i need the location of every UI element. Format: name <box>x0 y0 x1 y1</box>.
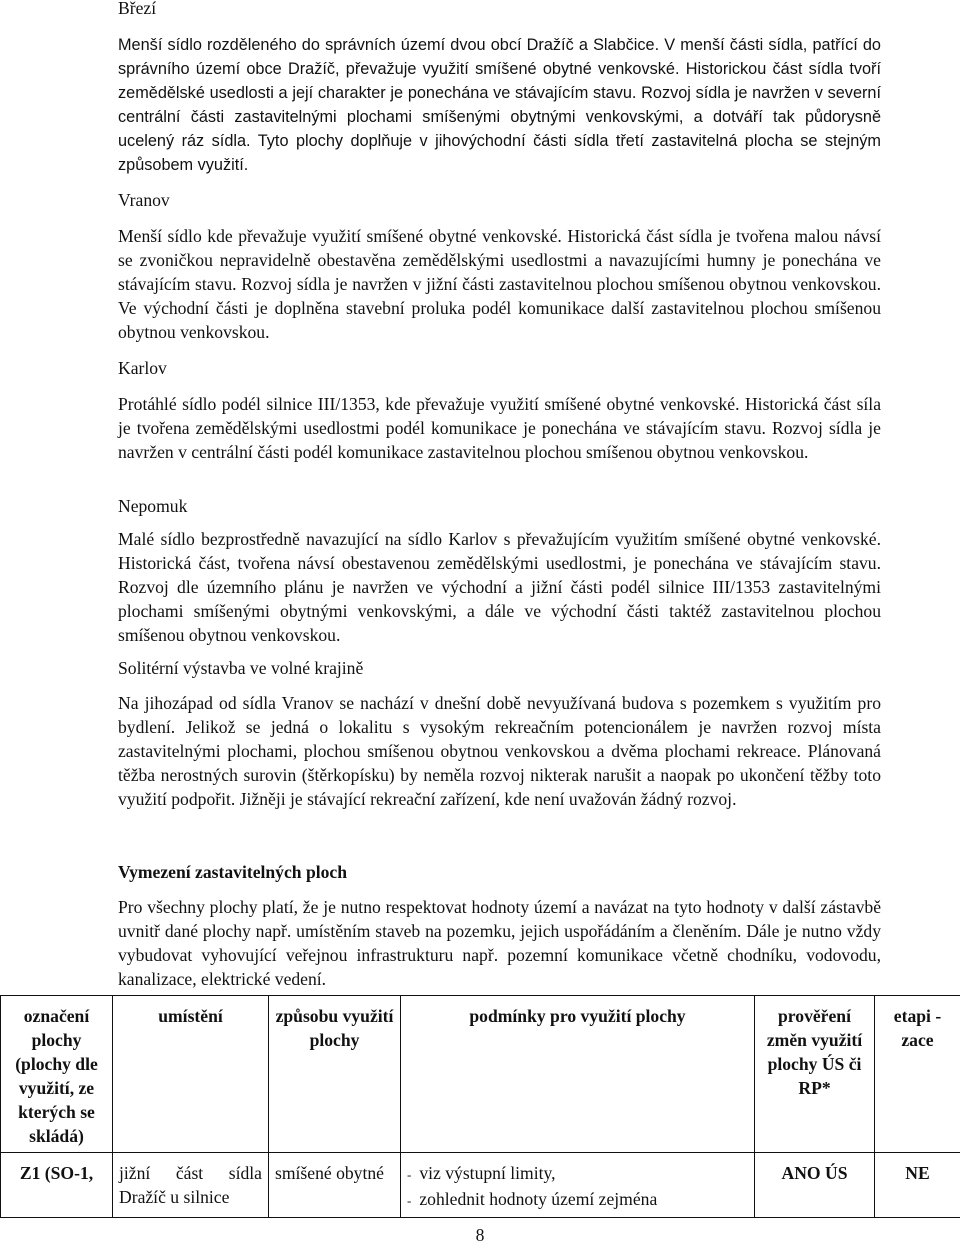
condition-text: zohlednit hodnoty území zejména <box>419 1189 658 1209</box>
paragraph-vymezeni: Pro všechny plochy platí, že je nutno respektovat hodnoty území a navázat na tyto hodnoty v další zástavbě uvnitř dané plochy např. umístěním staveb na pozemku, jejich uspořádáním a členěním. Dále je nutno vždy vybudovat vyhovující veřejnou infrastrukturu např. pozemní komunikace včetně chodníku, vodovodu, kanalizace, elektrické vedení. <box>118 897 881 989</box>
section-title-brezi: Březí <box>118 0 157 18</box>
paragraph-brezi: Menší sídlo rozděleného do správních území dvou obcí Dražíč a Slabčice. V menší části sídla, patřící do správního území obce Dražíč, převažuje využití smíšené obytné venkovské. Historickou část sídla tvoří zemědělské usedlosti a její charakter je ponechána ve stávajícím stavu. Rozvoj sídla je navržen v severní centrální části zastavitelnými plochami smíšenými obytnými venkovskými, a dotváří tak půdorysně ucelený ráz sídla. Tyto plochy doplňuje v jihovýchodní části sídla třetí zastavitelná plocha se stejným způsobem využití. <box>118 36 881 174</box>
paragraph-karlov: Protáhlé sídlo podél silnice III/1353, kde převažuje využití smíšené obytné venkovské. Historická část síla je tvořena zemědělskými usedlostmi podél komunikace je ponechána ve stávajícím stavu. Rozvoj sídla je navržen v centrální části podél komunikace zastavitelnou plochou smíšenou obytnou venkovskou. <box>118 394 881 462</box>
header-oznaceni: označení plochy (plochy dle využití, ze kterých se skládá) <box>1 996 113 1153</box>
section-text-solitery <box>118 692 881 812</box>
dash-bullet: - <box>407 1193 412 1208</box>
section-text-brezi <box>118 34 881 177</box>
section-title-vymezeni: Vymezení zastavitelných ploch <box>118 862 348 882</box>
cell-zpusob: smíšené obytné <box>269 1153 401 1218</box>
header-provereni: prověření změn využití plochy ÚS či RP* <box>755 996 875 1153</box>
cell-podminky <box>401 1153 755 1218</box>
section-text-nepomuk <box>118 528 881 648</box>
cell-etapizace: NE <box>875 1153 960 1218</box>
cell-umisteni: jižní část sídla Dražíč u silnice <box>113 1153 269 1218</box>
page-number: 8 <box>475 1225 485 1245</box>
dash-bullet: - <box>407 1167 412 1182</box>
cell-oznaceni: Z1 (SO-1, <box>1 1153 113 1218</box>
header-etapizace: etapi - zace <box>875 996 960 1153</box>
condition-item <box>407 1161 748 1187</box>
section-title-solitery: Solitérní výstavba ve volné krajině <box>118 658 364 678</box>
paragraph-vranov: Menší sídlo kde převažuje využití smíšené obytné venkovské. Historická část sídla je tvořena malou návsí se zvoničkou nepravidelně obestavěna zemědělskými usedlostmi a navazujícími humny je ponechána ve stávajícím stavu. Rozvoj sídla je navržen v jižní části zastavitelnou plochou smíšenou obytnou venkovskou. Ve východní části je doplněna stavební proluka podél komunikace další zastavitelnou plochou smíšenou obytnou venkovskou. <box>118 226 881 342</box>
section-title-vranov: Vranov <box>118 190 170 210</box>
table-row <box>1 1153 960 1218</box>
section-text-vranov <box>118 225 881 345</box>
header-podminky: podmínky pro využití plochy <box>401 996 755 1153</box>
table-header-row <box>1 996 960 1153</box>
section-text-karlov <box>118 393 881 465</box>
section-title-nepomuk: Nepomuk <box>118 496 188 516</box>
condition-item <box>407 1187 748 1213</box>
condition-text: viz výstupní limity, <box>419 1163 556 1183</box>
paragraph-solitery: Na jihozápad od sídla Vranov se nachází v dnešní době nevyužívaná budova s pozemkem s využitím pro bydlení. Jelikož se jedná o lokalitu s vysokým rekreačním potencionálem je navržen rozvoj místa zastavitelnými plochami, plochou smíšenou obytnou venkovskou a dvěma plochami rekreace. Plánovaná těžba nerostných surovin (štěrkopísku) by neměla rozvoj nikterak narušit a naopak po ukončení těžby toto využití podpořit. Jižněji je stávající rekreační zařízení, kde není uvažován žádný rozvoj. <box>118 693 881 809</box>
section-text-vymezeni <box>118 896 881 992</box>
zastavitelne-plochy-table <box>0 995 960 1218</box>
section-title-karlov: Karlov <box>118 358 167 378</box>
header-umisteni: umístění <box>113 996 269 1153</box>
paragraph-nepomuk: Malé sídlo bezprostředně navazující na sídlo Karlov s převažujícím využitím smíšené obytné venkovské. Historická část, tvořena návsí obestavenou zemědělskými usedlostmi, je ponechána ve stávajícím stavu. Rozvoj dle územního plánu je navržen ve východní a jižní části podél silnice III/1353 zastavitelnými plochami smíšenými obytnými venkovskými, a dále ve východní části taktéž zastavitelnou plochou smíšenou obytnou venkovskou. <box>118 529 881 645</box>
header-zpusob: způsobu využití plochy <box>269 996 401 1153</box>
cell-provereni: ANO ÚS <box>755 1153 875 1218</box>
